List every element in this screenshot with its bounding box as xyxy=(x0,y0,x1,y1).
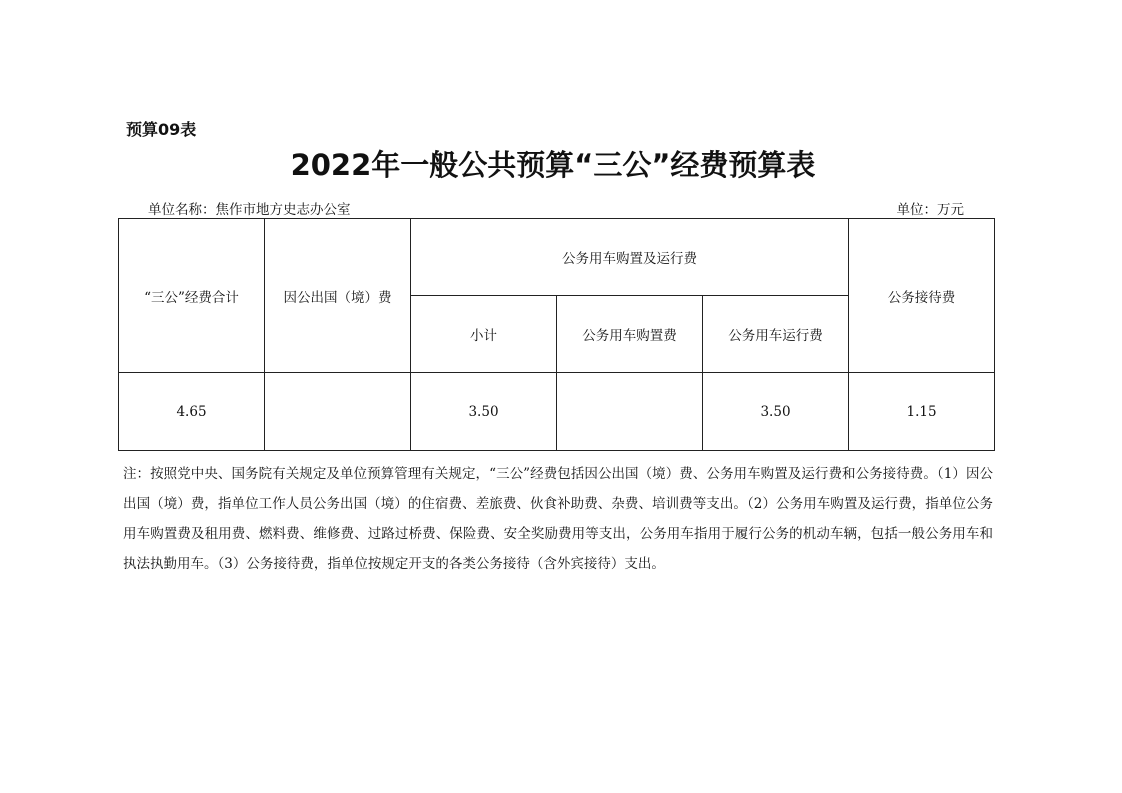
unit-name-label: 单位名称：焦作市地方史志办公室 xyxy=(148,202,351,218)
document-title: 2022年一般公共预算“三公”经费预算表 xyxy=(290,148,816,182)
cell-reception: 1.15 xyxy=(849,373,995,451)
footnote: 注：按照党中央、国务院有关规定及单位预算管理有关规定，“三公”经费包括因公出国（境）费、公务用车购置及运行费和公务接待费。（1）因公出国（境）费，指单位工作人员公务出国（境）的住宿费、差旅费、伙食补助费、杂费、培训费等支出。（2）公务用车购置及运行费，指单位公务用车购置费及租用费、燃料费、维修费、过路过桥费、保险费、安全奖励费用等支出，公务用车指用于履行公务的机动车辆，包括一般公务用车和执法执勤用车。（3）公务接待费，指单位按规定开支的各类公务接待（含外宾接待）支出。 xyxy=(123,466,993,572)
cell-vehicle-operation: 3.50 xyxy=(703,373,849,451)
header-vehicle-purchase: 公务用车购置费 xyxy=(557,296,703,373)
table-number: 预算09表 xyxy=(126,120,197,139)
header-total: “三公”经费合计 xyxy=(119,219,265,373)
currency-unit-label: 单位：万元 xyxy=(896,202,964,218)
cell-subtotal: 3.50 xyxy=(411,373,557,451)
header-abroad: 因公出国（境）费 xyxy=(265,219,411,373)
header-vehicle-operation: 公务用车运行费 xyxy=(703,296,849,373)
budget-table xyxy=(118,218,995,451)
cell-vehicle-purchase xyxy=(557,373,703,451)
table-row xyxy=(119,373,995,451)
header-subtotal: 小计 xyxy=(411,296,557,373)
header-row-1 xyxy=(119,219,995,296)
cell-total: 4.65 xyxy=(119,373,265,451)
cell-abroad xyxy=(265,373,411,451)
header-reception: 公务接待费 xyxy=(849,219,995,373)
header-vehicle-group: 公务用车购置及运行费 xyxy=(411,219,849,296)
